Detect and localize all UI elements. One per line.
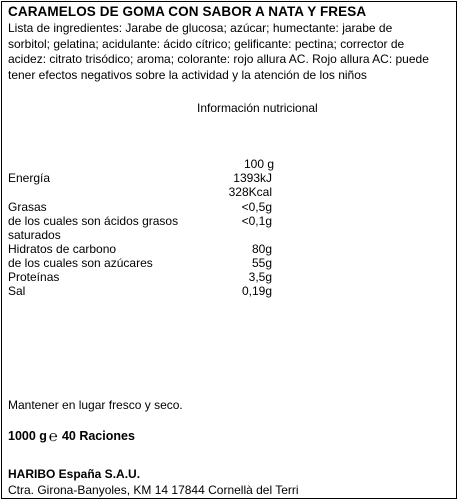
storage-instructions: Mantener en lugar fresco y seco. [8, 398, 183, 412]
saturated-fat-value: <0,1g [241, 214, 272, 228]
salt-value: 0,19g [241, 284, 272, 298]
sugars-value: 55g [251, 256, 272, 270]
energy-kj-value: 1393kJ [233, 171, 272, 185]
protein-label: Proteínas [8, 270, 60, 284]
ingredients-line: sorbitol; gelatina; acidulante: ácido cítrico; gelificante: pectina; corrector de [8, 36, 405, 51]
product-label [1, 1, 457, 499]
fat-label: Grasas [8, 200, 47, 214]
salt-label: Sal [8, 284, 26, 298]
sugars-label: de los cuales son azúcares [8, 256, 153, 270]
protein-value: 3,5g [248, 270, 272, 284]
nutrition-column-header: 100 g [244, 157, 275, 171]
saturated-fat-label-cont: saturados [8, 228, 61, 242]
servings-count: 40 Raciones [61, 429, 135, 443]
net-quantity [8, 429, 135, 443]
product-title: CARAMELOS DE GOMA CON SABOR A NATA Y FRESA [8, 4, 367, 19]
ingredients-list [8, 21, 448, 83]
company-address: Ctra. Girona-Banyoles, KM 14 17844 Cornellà del Terri [8, 483, 299, 497]
ingredients-line: tener efectos negativos sobre la actividad y la atención de los niños [8, 67, 367, 82]
saturated-fat-label: de los cuales son ácidos grasos [8, 214, 179, 228]
carbohydrates-label: Hidratos de carbono [8, 242, 117, 256]
carbohydrates-value: 80g [251, 242, 272, 256]
fat-value: <0,5g [241, 200, 272, 214]
ingredients-line: Lista de ingredientes: Jarabe de glucosa; azúcar; humectante: jarabe de [8, 21, 393, 35]
estimated-sign-icon: ℮ [48, 428, 58, 445]
company-name: HARIBO España S.A.U. [8, 467, 141, 481]
ingredients-line: acidez: citrato trisódico; aroma; colorante: rojo allura AC. Rojo allura AC: puede [8, 52, 429, 67]
energy-label: Energía [8, 171, 51, 185]
energy-kcal-value: 328Kcal [228, 185, 272, 199]
nutrition-heading: Información nutricional [197, 101, 318, 115]
net-weight: 1000 g [8, 429, 47, 443]
